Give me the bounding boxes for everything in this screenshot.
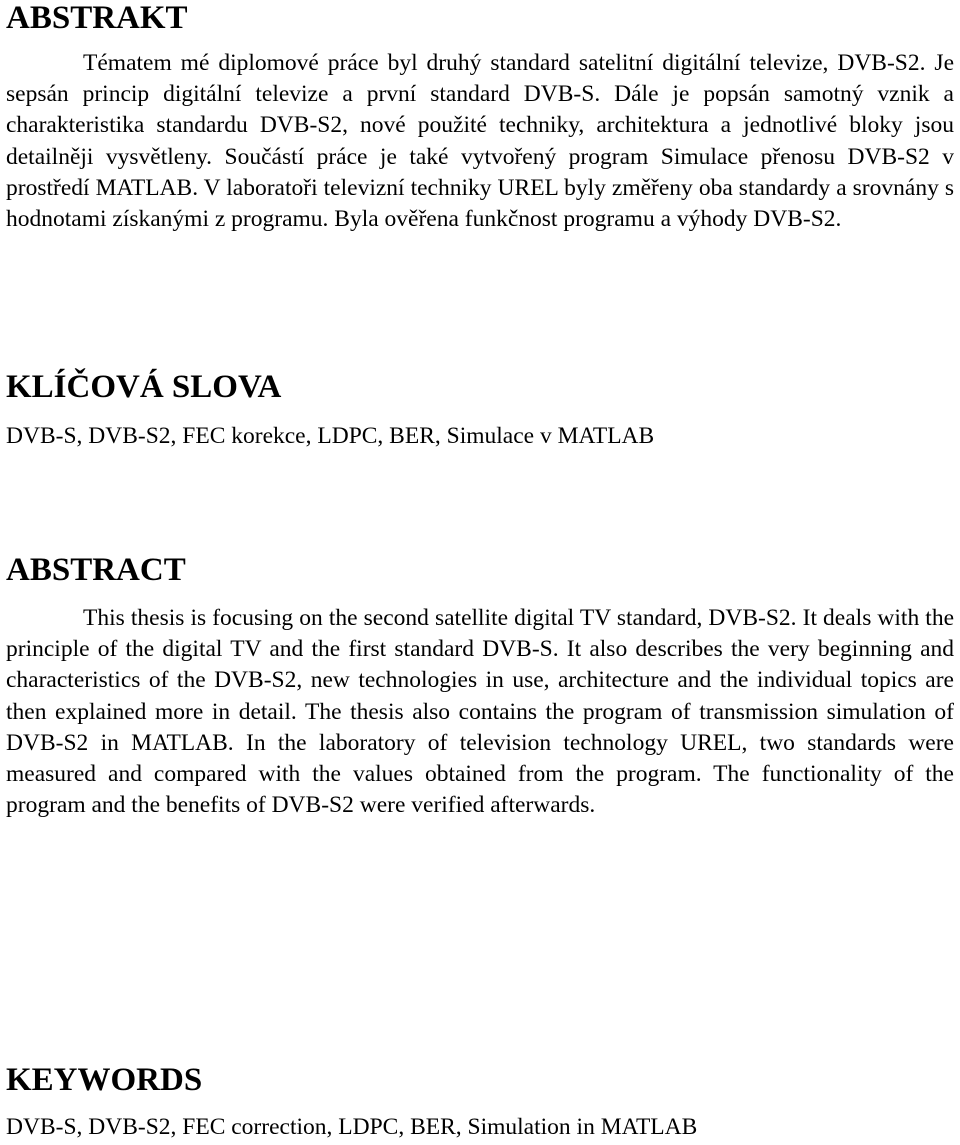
klicova-slova-list: DVB-S, DVB-S2, FEC korekce, LDPC, BER, Simulace v MATLAB [6,423,655,449]
abstract-heading: ABSTRACT [6,552,186,588]
keywords-heading: KEYWORDS [6,1062,203,1098]
klicova-slova-heading: KLÍČOVÁ SLOVA [6,369,282,405]
abstrakt-heading: ABSTRAKT [6,0,188,36]
abstract-paragraph: This thesis is focusing on the second satellite digital TV standard, DVB-S2. It deals with the principle of the digital TV and the first standard DVB-S. It also describes the very beginning and characteristics of the DVB-S2, new technologies in use, architecture and the individual topics are then explained more in detail. The thesis also contains the program of transmission simulation of DVB-S2 in MATLAB. In the laboratory of television technology UREL, two standards were measured and compared with the values obtained from the program. The functionality of the program and the benefits of DVB-S2 were verified afterwards. [6,605,954,819]
abstrakt-paragraph: Tématem mé diplomové práce byl druhý standard satelitní digitální televize, DVB-S2. Je sepsán princip digitální televize a první standard DVB-S. Dále je popsán samotný vznik a charakteristika standardu DVB-S2, nové použité techniky, architektura a jednotlivé bloky jsou detailněji vysvětleny. Součástí práce je také vytvořený program Simulace přenosu DVB-S2 v prostředí MATLAB. V laboratoři televizní techniky UREL byly změřeny oba standardy a srovnány s hodnotami získanými z programu. Byla ověřena funkčnost programu a výhody DVB-S2. [6,50,954,233]
keywords-list: DVB-S, DVB-S2, FEC correction, LDPC, BER, Simulation in MATLAB [6,1114,698,1140]
